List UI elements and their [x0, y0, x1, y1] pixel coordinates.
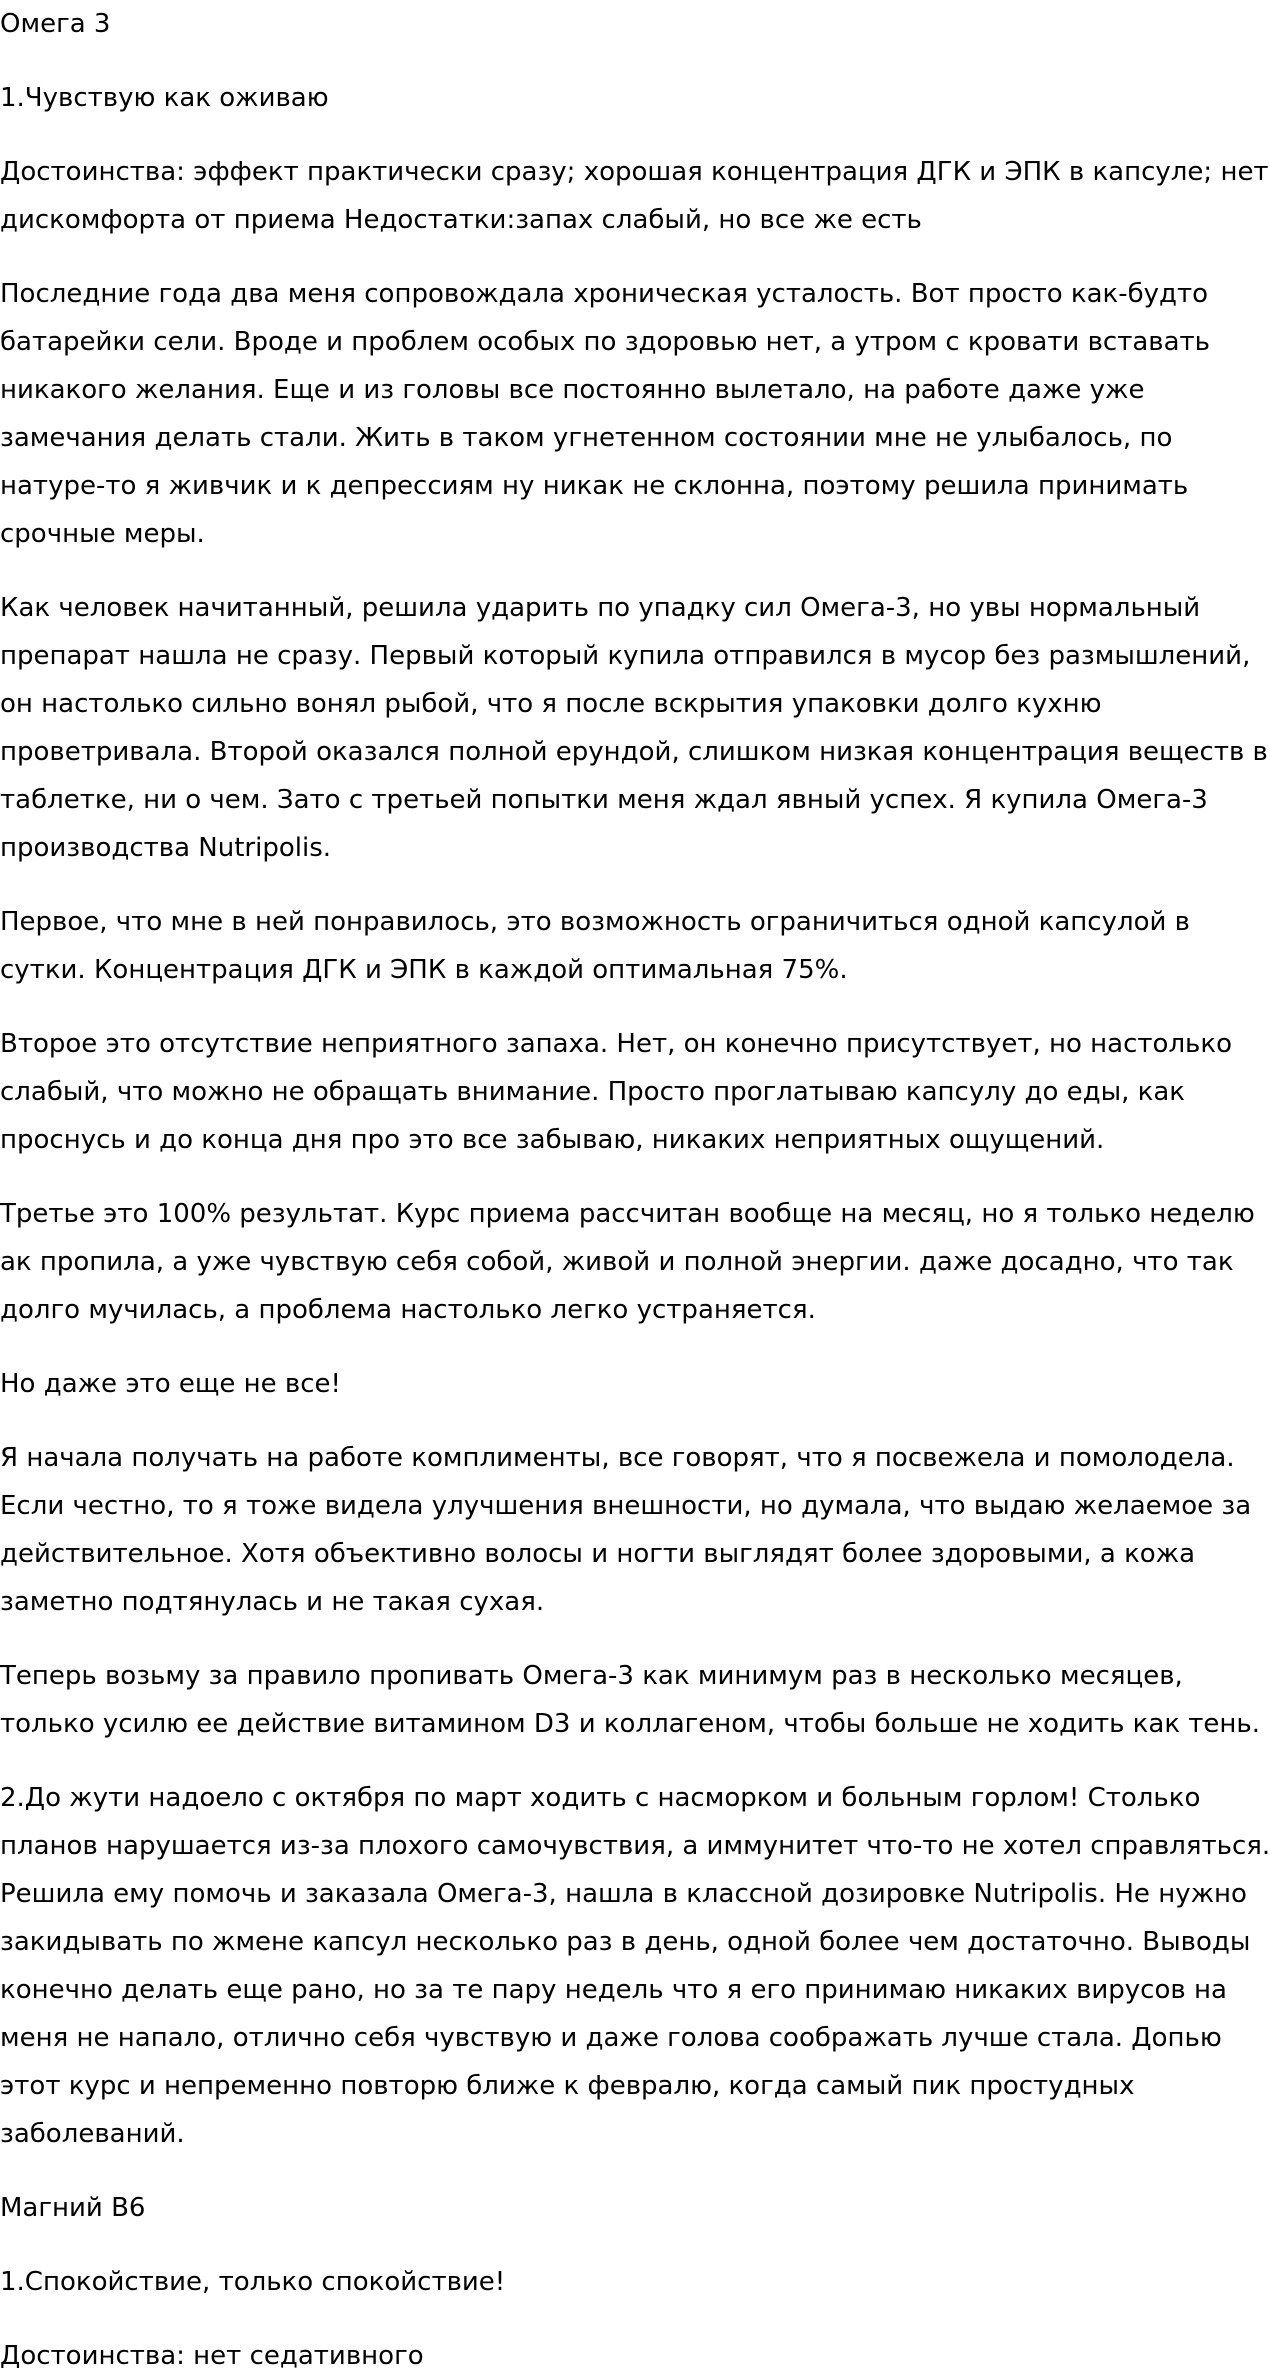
paragraph-third [0, 1190, 1270, 1334]
paragraph-compliments [0, 1434, 1270, 1626]
text-line: слабый, что можно не обращать внимание. Просто проглатываю капсулу до еды, как [0, 1077, 1185, 1107]
paragraph-fatigue [0, 270, 1270, 558]
text-line: таблетке, ни о чем. Зато с третьей попытки меня ждал явный успех. Я купила Омега-3 [0, 785, 1208, 815]
text-line: Омега 3 [0, 9, 111, 39]
text-line: этот курс и непременно повторю ближе к февралю, когда самый пик простудных [0, 2071, 1135, 2101]
paragraph-rule [0, 1652, 1270, 1748]
text-line: производства Nutripolis. [0, 833, 332, 863]
text-line: Первое, что мне в ней понравилось, это возможность ограничиться одной капсулой в [0, 907, 1190, 937]
text-line: 1.Чувствую как оживаю [0, 83, 329, 113]
text-line: действительное. Хотя объективно волосы и ногти выглядят более здоровыми, а кожа [0, 1539, 1196, 1569]
text-line: Последние года два меня сопровождала хроническая усталость. Вот просто как-будто [0, 279, 1209, 309]
text-line: закидывать по жмене капсул несколько раз в день, одной более чем достаточно. Выводы [0, 1927, 1251, 1957]
paragraph-pros-2 [0, 2332, 1270, 2380]
paragraph-review-3-title [0, 2258, 1270, 2306]
text-line: только усилю ее действие витамином D3 и коллагеном, чтобы больше не ходить как тень. [0, 1709, 1261, 1739]
text-line: заметно подтянулась и не такая сухая. [0, 1587, 545, 1617]
paragraph-heading-omega [0, 0, 1270, 48]
paragraph-pros-cons [0, 148, 1270, 244]
text-line: замечания делать стали. Жить в таком угнетенном состоянии мне не улыбалось, по [0, 423, 1173, 453]
text-line: Достоинства: эффект практически сразу; хорошая концентрация ДГК и ЭПК в капсуле; нет [0, 157, 1269, 187]
text-line: препарат нашла не сразу. Первый который купила отправился в мусор без размышлений, [0, 641, 1251, 671]
paragraph-review-1-title [0, 74, 1270, 122]
paragraph-first [0, 898, 1270, 994]
text-line: Решила ему помочь и заказала Омега-3, нашла в классной дозировке Nutripolis. Не нужно [0, 1879, 1247, 1909]
paragraph-heading-magnesium [0, 2184, 1270, 2232]
text-line: 1.Спокойствие, только спокойствие! [0, 2267, 506, 2297]
text-line: Если честно, то я тоже видела улучшения внешности, но думала, что выдаю желаемое за [0, 1491, 1252, 1521]
text-line: проветривала. Второй оказался полной ерундой, слишком низкая концентрация веществ в [0, 737, 1268, 767]
text-line: заболеваний. [0, 2119, 185, 2149]
text-line: Магний B6 [0, 2193, 146, 2223]
text-line: сутки. Концентрация ДГК и ЭПК в каждой оптимальная 75%. [0, 955, 848, 985]
text-line: Третье это 100% результат. Курс приема рассчитан вообще на месяц, но я только неделю [0, 1199, 1255, 1229]
text-line: никакого желания. Еще и из головы все постоянно вылетало, на работе даже уже [0, 375, 1145, 405]
text-line: он настолько сильно вонял рыбой, что я после вскрытия упаковки долго кухню [0, 689, 1102, 719]
text-line: Как человек начитанный, решила ударить по упадку сил Омега-3, но увы нормальный [0, 593, 1201, 623]
text-line: проснусь и до конца дня про это все забываю, никаких неприятных ощущений. [0, 1125, 1105, 1155]
text-line: Я начала получать на работе комплименты, все говорят, что я посвежела и помолодела. [0, 1443, 1235, 1473]
text-line: батарейки сели. Вроде и проблем особых по здоровью нет, а утром с кровати вставать [0, 327, 1210, 357]
text-line: меня не напало, отлично себя чувствую и даже голова соображать лучше стала. Допью [0, 2023, 1222, 2053]
text-line: долго мучилась, а проблема настолько легко устраняется. [0, 1295, 816, 1325]
text-line: Теперь возьму за правило пропивать Омега-3 как минимум раз в несколько месяцев, [0, 1661, 1183, 1691]
text-line: конечно делать еще рано, но за те пару недель что я его принимаю никаких вирусов на [0, 1975, 1227, 2005]
text-line: Но даже это еще не все! [0, 1369, 341, 1399]
text-line: Достоинства: нет седативного [0, 2341, 424, 2371]
text-line: дискомфорта от приема Недостатки:запах слабый, но все же есть [0, 205, 922, 235]
paragraph-choosing [0, 584, 1270, 872]
paragraph-not-all [0, 1360, 1270, 1408]
text-line: натуре-то я живчик и к депрессиям ну никак не склонна, поэтому решила принимать [0, 471, 1189, 501]
text-line: Второе это отсутствие неприятного запаха. Нет, он конечно присутствует, но настолько [0, 1029, 1232, 1059]
text-line: 2.До жути надоело с октября по март ходить с насморком и больным горлом! Столько [0, 1783, 1201, 1813]
text-line: планов нарушается из-за плохого самочувствия, а иммунитет что-то не хотел справляться. [0, 1831, 1270, 1861]
text-line: ак пропила, а уже чувствую себя собой, живой и полной энергии. даже досадно, что так [0, 1247, 1234, 1277]
paragraph-review-2 [0, 1774, 1270, 2158]
text-line: срочные меры. [0, 519, 205, 549]
paragraph-second [0, 1020, 1270, 1164]
